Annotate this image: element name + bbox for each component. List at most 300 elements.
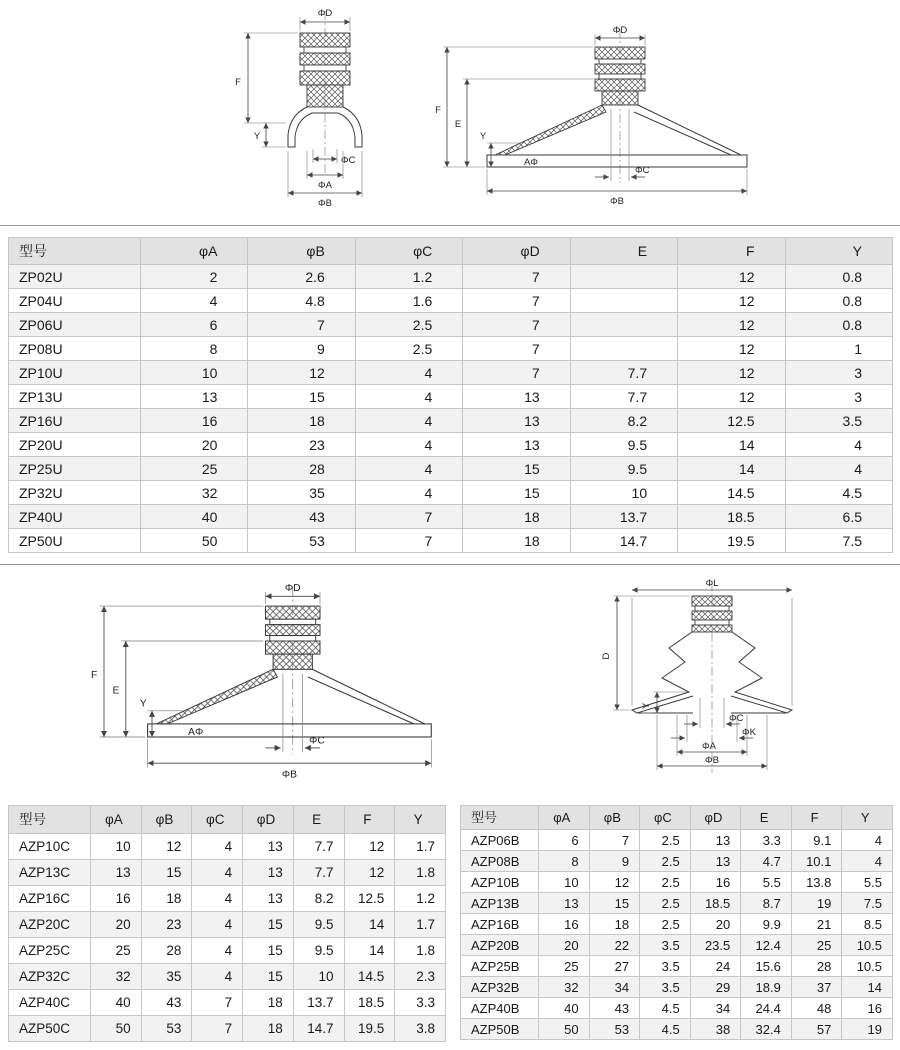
azp-b-series-table: [460, 805, 893, 1040]
diagram-cone-cup-2: [80, 582, 440, 784]
value-cell: 1.6: [355, 289, 462, 313]
value-cell: 38: [690, 1019, 741, 1040]
column-header: Y: [395, 806, 446, 834]
column-header: φB: [248, 238, 355, 265]
model-cell: ZP10U: [9, 361, 141, 385]
value-cell: 13: [243, 834, 294, 860]
value-cell: 27: [589, 956, 640, 977]
value-cell: 24.4: [741, 998, 792, 1019]
table-row: [9, 834, 446, 860]
value-cell: 13: [463, 409, 570, 433]
value-cell: 7: [463, 289, 570, 313]
value-cell: 50: [141, 529, 248, 553]
value-cell: 9.1: [791, 830, 842, 851]
table-row: [9, 990, 446, 1016]
value-cell: 14.5: [678, 481, 785, 505]
dim-label-phi-c: ΦC: [341, 155, 356, 166]
value-cell: 1.7: [395, 834, 446, 860]
value-cell: 3.3: [395, 990, 446, 1016]
table-row: [9, 337, 893, 361]
dim-label-a-phi: AΦ: [188, 726, 204, 738]
value-cell: 18: [248, 409, 355, 433]
dim-label-phi-b: ΦB: [705, 755, 719, 766]
column-header: Y: [842, 806, 893, 830]
value-cell: 15: [248, 385, 355, 409]
value-cell: 3: [785, 361, 892, 385]
dim-label-phi-k: ΦK: [742, 727, 756, 738]
value-cell: 29: [690, 977, 741, 998]
value-cell: 25: [539, 956, 590, 977]
value-cell: 15: [243, 964, 294, 990]
table-row: [461, 977, 893, 998]
value-cell: 10.1: [791, 851, 842, 872]
value-cell: 0.8: [785, 313, 892, 337]
value-cell: 35: [248, 481, 355, 505]
model-cell: AZP25B: [461, 956, 539, 977]
table-row: [461, 851, 893, 872]
value-cell: 7: [463, 337, 570, 361]
value-cell: 13.7: [293, 990, 344, 1016]
table-row: [9, 912, 446, 938]
value-cell: 14.5: [344, 964, 395, 990]
value-cell: 7: [463, 265, 570, 289]
value-cell: 4: [842, 851, 893, 872]
value-cell: 2.5: [355, 313, 462, 337]
model-cell: AZP20C: [9, 912, 91, 938]
value-cell: 4.8: [248, 289, 355, 313]
value-cell: 18.9: [741, 977, 792, 998]
table-row: [461, 1019, 893, 1040]
value-cell: 15: [463, 457, 570, 481]
table-row: [461, 830, 893, 851]
value-cell: [570, 265, 677, 289]
value-cell: 43: [589, 998, 640, 1019]
value-cell: 7.7: [293, 834, 344, 860]
value-cell: 4: [141, 289, 248, 313]
table-row: [461, 956, 893, 977]
value-cell: 25: [91, 938, 142, 964]
value-cell: 53: [589, 1019, 640, 1040]
table-row: [461, 998, 893, 1019]
value-cell: 2.5: [640, 914, 691, 935]
dim-label-d: D: [601, 652, 612, 660]
value-cell: 12: [678, 289, 785, 313]
value-cell: 13: [141, 385, 248, 409]
value-cell: 1.8: [395, 938, 446, 964]
model-cell: ZP32U: [9, 481, 141, 505]
value-cell: 8.2: [293, 886, 344, 912]
value-cell: 15: [589, 893, 640, 914]
model-cell: AZP25C: [9, 938, 91, 964]
value-cell: 5.5: [741, 872, 792, 893]
value-cell: 28: [141, 938, 192, 964]
value-cell: 14: [344, 938, 395, 964]
value-cell: 18: [243, 990, 294, 1016]
value-cell: 14.7: [570, 529, 677, 553]
table-row: [461, 893, 893, 914]
value-cell: 12: [344, 834, 395, 860]
value-cell: 19: [791, 893, 842, 914]
table-row: [9, 433, 893, 457]
value-cell: 50: [91, 1016, 142, 1042]
cup-cross-section-drawing: [288, 11, 362, 175]
column-header: E: [741, 806, 792, 830]
model-cell: AZP13C: [9, 860, 91, 886]
value-cell: 13: [463, 433, 570, 457]
dim-label-phi-b: ΦB: [610, 196, 624, 207]
value-cell: 18: [589, 914, 640, 935]
model-cell: ZP06U: [9, 313, 141, 337]
value-cell: 15: [243, 938, 294, 964]
value-cell: 4: [355, 409, 462, 433]
column-header: E: [293, 806, 344, 834]
column-header: φC: [192, 806, 243, 834]
value-cell: 2.5: [355, 337, 462, 361]
value-cell: 19.5: [678, 529, 785, 553]
value-cell: 8: [539, 851, 590, 872]
value-cell: 32.4: [741, 1019, 792, 1040]
model-cell: AZP50B: [461, 1019, 539, 1040]
column-header: φC: [355, 238, 462, 265]
dim-label-y: Y: [641, 702, 652, 710]
value-cell: 12.4: [741, 935, 792, 956]
value-cell: 18.5: [678, 505, 785, 529]
value-cell: 7.5: [842, 893, 893, 914]
dim-label-e: E: [454, 119, 462, 130]
dim-label-y: Y: [479, 131, 487, 142]
value-cell: 3.5: [640, 956, 691, 977]
value-cell: 7: [463, 361, 570, 385]
value-cell: 14: [344, 912, 395, 938]
value-cell: 20: [690, 914, 741, 935]
dim-label-e: E: [112, 685, 120, 697]
table-row: [461, 872, 893, 893]
value-cell: 13: [690, 830, 741, 851]
dim-label-phi-a: ΦA: [318, 180, 332, 191]
value-cell: 14: [678, 457, 785, 481]
column-header: Y: [785, 238, 892, 265]
value-cell: 1.2: [395, 886, 446, 912]
value-cell: 4: [355, 433, 462, 457]
value-cell: 7.5: [785, 529, 892, 553]
table-row: [461, 914, 893, 935]
value-cell: 40: [91, 990, 142, 1016]
value-cell: 8.2: [570, 409, 677, 433]
value-cell: 10: [141, 361, 248, 385]
value-cell: 2.5: [640, 893, 691, 914]
value-cell: 16: [91, 886, 142, 912]
value-cell: 10: [91, 834, 142, 860]
model-cell: AZP40C: [9, 990, 91, 1016]
value-cell: 12: [678, 361, 785, 385]
value-cell: 2.3: [395, 964, 446, 990]
value-cell: 43: [141, 990, 192, 1016]
model-cell: AZP32B: [461, 977, 539, 998]
model-cell: AZP16C: [9, 886, 91, 912]
value-cell: 3.8: [395, 1016, 446, 1042]
column-header: F: [791, 806, 842, 830]
value-cell: 13: [539, 893, 590, 914]
dim-label-phi-c: ΦC: [309, 735, 325, 747]
azp-b-series-table-wrap: [460, 805, 893, 1040]
value-cell: 9.5: [570, 457, 677, 481]
value-cell: 4: [785, 457, 892, 481]
value-cell: [570, 337, 677, 361]
value-cell: 19.5: [344, 1016, 395, 1042]
diagram-flat-cup: [200, 5, 430, 220]
dim-label-phi-l: ΦL: [705, 578, 719, 589]
table-header-row: [9, 238, 893, 265]
column-header: φB: [141, 806, 192, 834]
value-cell: 13.8: [791, 872, 842, 893]
value-cell: 9.9: [741, 914, 792, 935]
section-divider-top: [0, 225, 900, 226]
value-cell: 16: [842, 998, 893, 1019]
model-cell: AZP32C: [9, 964, 91, 990]
value-cell: 5.5: [842, 872, 893, 893]
value-cell: 4: [785, 433, 892, 457]
table-row: [9, 313, 893, 337]
dim-label-y: Y: [139, 698, 147, 710]
model-cell: AZP40B: [461, 998, 539, 1019]
value-cell: 18: [463, 505, 570, 529]
value-cell: 13: [690, 851, 741, 872]
value-cell: 12: [678, 265, 785, 289]
column-header: E: [570, 238, 677, 265]
value-cell: 28: [791, 956, 842, 977]
value-cell: 16: [539, 914, 590, 935]
value-cell: 3.3: [741, 830, 792, 851]
dim-label-a-phi: AΦ: [524, 157, 538, 168]
value-cell: 15.6: [741, 956, 792, 977]
value-cell: 8.7: [741, 893, 792, 914]
value-cell: 2.5: [640, 830, 691, 851]
model-cell: ZP16U: [9, 409, 141, 433]
model-cell: AZP50C: [9, 1016, 91, 1042]
value-cell: 9: [248, 337, 355, 361]
value-cell: 14: [842, 977, 893, 998]
value-cell: 1.8: [395, 860, 446, 886]
value-cell: 12.5: [344, 886, 395, 912]
value-cell: 7: [589, 830, 640, 851]
value-cell: 7.7: [570, 385, 677, 409]
value-cell: 3: [785, 385, 892, 409]
value-cell: 10: [570, 481, 677, 505]
value-cell: 23: [248, 433, 355, 457]
value-cell: 10: [539, 872, 590, 893]
table-row: [9, 529, 893, 553]
value-cell: [570, 289, 677, 313]
column-header: φD: [463, 238, 570, 265]
value-cell: 12: [248, 361, 355, 385]
column-header: F: [344, 806, 395, 834]
value-cell: 4: [355, 481, 462, 505]
model-cell: ZP08U: [9, 337, 141, 361]
azp-c-series-table: [8, 805, 446, 1042]
value-cell: 4.5: [640, 1019, 691, 1040]
value-cell: 18.5: [344, 990, 395, 1016]
value-cell: 57: [791, 1019, 842, 1040]
model-cell: AZP06B: [461, 830, 539, 851]
value-cell: 7: [355, 505, 462, 529]
model-cell: AZP10B: [461, 872, 539, 893]
value-cell: 4.5: [640, 998, 691, 1019]
value-cell: 53: [141, 1016, 192, 1042]
model-cell: AZP10C: [9, 834, 91, 860]
value-cell: 10.5: [842, 935, 893, 956]
value-cell: 3.5: [785, 409, 892, 433]
dim-label-phi-c: ΦC: [729, 713, 744, 724]
value-cell: 34: [690, 998, 741, 1019]
value-cell: 53: [248, 529, 355, 553]
dim-label-phi-c: ΦC: [635, 165, 650, 176]
dim-label-f: F: [435, 105, 441, 116]
value-cell: 6.5: [785, 505, 892, 529]
value-cell: 9.5: [293, 912, 344, 938]
value-cell: 4: [355, 385, 462, 409]
table-row: [9, 964, 446, 990]
value-cell: 12: [678, 313, 785, 337]
value-cell: 13.7: [570, 505, 677, 529]
table-row: [9, 860, 446, 886]
value-cell: 4.7: [741, 851, 792, 872]
value-cell: 7: [248, 313, 355, 337]
value-cell: 20: [141, 433, 248, 457]
value-cell: 12: [678, 337, 785, 361]
value-cell: 14: [678, 433, 785, 457]
value-cell: 23: [141, 912, 192, 938]
value-cell: 8: [141, 337, 248, 361]
dim-label-y: Y: [253, 131, 261, 142]
column-header: φA: [91, 806, 142, 834]
value-cell: 3.5: [640, 935, 691, 956]
table-header-row: [9, 806, 446, 834]
value-cell: 32: [141, 481, 248, 505]
value-cell: 37: [791, 977, 842, 998]
value-cell: 12: [344, 860, 395, 886]
value-cell: 4: [192, 886, 243, 912]
column-header: 型号: [461, 806, 539, 830]
table-row: [9, 938, 446, 964]
value-cell: 10: [293, 964, 344, 990]
value-cell: 22: [589, 935, 640, 956]
value-cell: 32: [539, 977, 590, 998]
value-cell: 50: [539, 1019, 590, 1040]
value-cell: 3.5: [640, 977, 691, 998]
value-cell: 16: [690, 872, 741, 893]
value-cell: 15: [463, 481, 570, 505]
column-header: φB: [589, 806, 640, 830]
value-cell: 15: [243, 912, 294, 938]
value-cell: 2: [141, 265, 248, 289]
value-cell: 9.5: [293, 938, 344, 964]
value-cell: 6: [141, 313, 248, 337]
table-row: [9, 289, 893, 313]
value-cell: 0.8: [785, 265, 892, 289]
value-cell: 34: [589, 977, 640, 998]
table-row: [9, 1016, 446, 1042]
value-cell: 12: [141, 834, 192, 860]
value-cell: 40: [141, 505, 248, 529]
value-cell: 9.5: [570, 433, 677, 457]
value-cell: 18.5: [690, 893, 741, 914]
value-cell: 35: [141, 964, 192, 990]
diagram-bellows-cup: [597, 578, 827, 793]
dim-label-phi-d: ΦD: [612, 25, 628, 36]
table-row: [9, 457, 893, 481]
value-cell: 6: [539, 830, 590, 851]
table-row: [9, 505, 893, 529]
value-cell: 28: [248, 457, 355, 481]
dim-label-phi-b: ΦB: [318, 198, 332, 209]
value-cell: 0.8: [785, 289, 892, 313]
value-cell: 4: [192, 912, 243, 938]
value-cell: 13: [463, 385, 570, 409]
table-row: [9, 265, 893, 289]
table-row: [461, 935, 893, 956]
column-header: 型号: [9, 806, 91, 834]
value-cell: 7.7: [293, 860, 344, 886]
value-cell: 13: [243, 860, 294, 886]
dim-label-f: F: [91, 670, 98, 682]
value-cell: 21: [791, 914, 842, 935]
value-cell: 7: [355, 529, 462, 553]
dim-label-phi-d: ΦD: [284, 582, 301, 594]
value-cell: 18: [463, 529, 570, 553]
value-cell: 4: [842, 830, 893, 851]
model-cell: ZP25U: [9, 457, 141, 481]
model-cell: AZP13B: [461, 893, 539, 914]
column-header: 型号: [9, 238, 141, 265]
value-cell: 1.2: [355, 265, 462, 289]
column-header: φD: [690, 806, 741, 830]
value-cell: 4: [355, 457, 462, 481]
value-cell: 12: [678, 385, 785, 409]
value-cell: 19: [842, 1019, 893, 1040]
value-cell: 4: [192, 964, 243, 990]
value-cell: 7.7: [570, 361, 677, 385]
value-cell: 40: [539, 998, 590, 1019]
column-header: φA: [539, 806, 590, 830]
value-cell: 4: [355, 361, 462, 385]
column-header: φA: [141, 238, 248, 265]
value-cell: [570, 313, 677, 337]
value-cell: 24: [690, 956, 741, 977]
value-cell: 13: [243, 886, 294, 912]
azp-c-series-table-wrap: [8, 805, 446, 1042]
table-row: [9, 481, 893, 505]
value-cell: 18: [141, 886, 192, 912]
value-cell: 25: [791, 935, 842, 956]
column-header: φC: [640, 806, 691, 830]
value-cell: 8.5: [842, 914, 893, 935]
model-cell: ZP04U: [9, 289, 141, 313]
value-cell: 16: [141, 409, 248, 433]
value-cell: 7: [192, 1016, 243, 1042]
table-row: [9, 361, 893, 385]
value-cell: 20: [91, 912, 142, 938]
dim-label-f: F: [235, 77, 241, 88]
model-cell: ZP20U: [9, 433, 141, 457]
zp-u-series-table: [8, 237, 893, 553]
dim-label-phi-b: ΦB: [281, 769, 298, 781]
value-cell: 32: [91, 964, 142, 990]
value-cell: 4: [192, 834, 243, 860]
value-cell: 20: [539, 935, 590, 956]
value-cell: 12: [589, 872, 640, 893]
model-cell: ZP02U: [9, 265, 141, 289]
value-cell: 23.5: [690, 935, 741, 956]
